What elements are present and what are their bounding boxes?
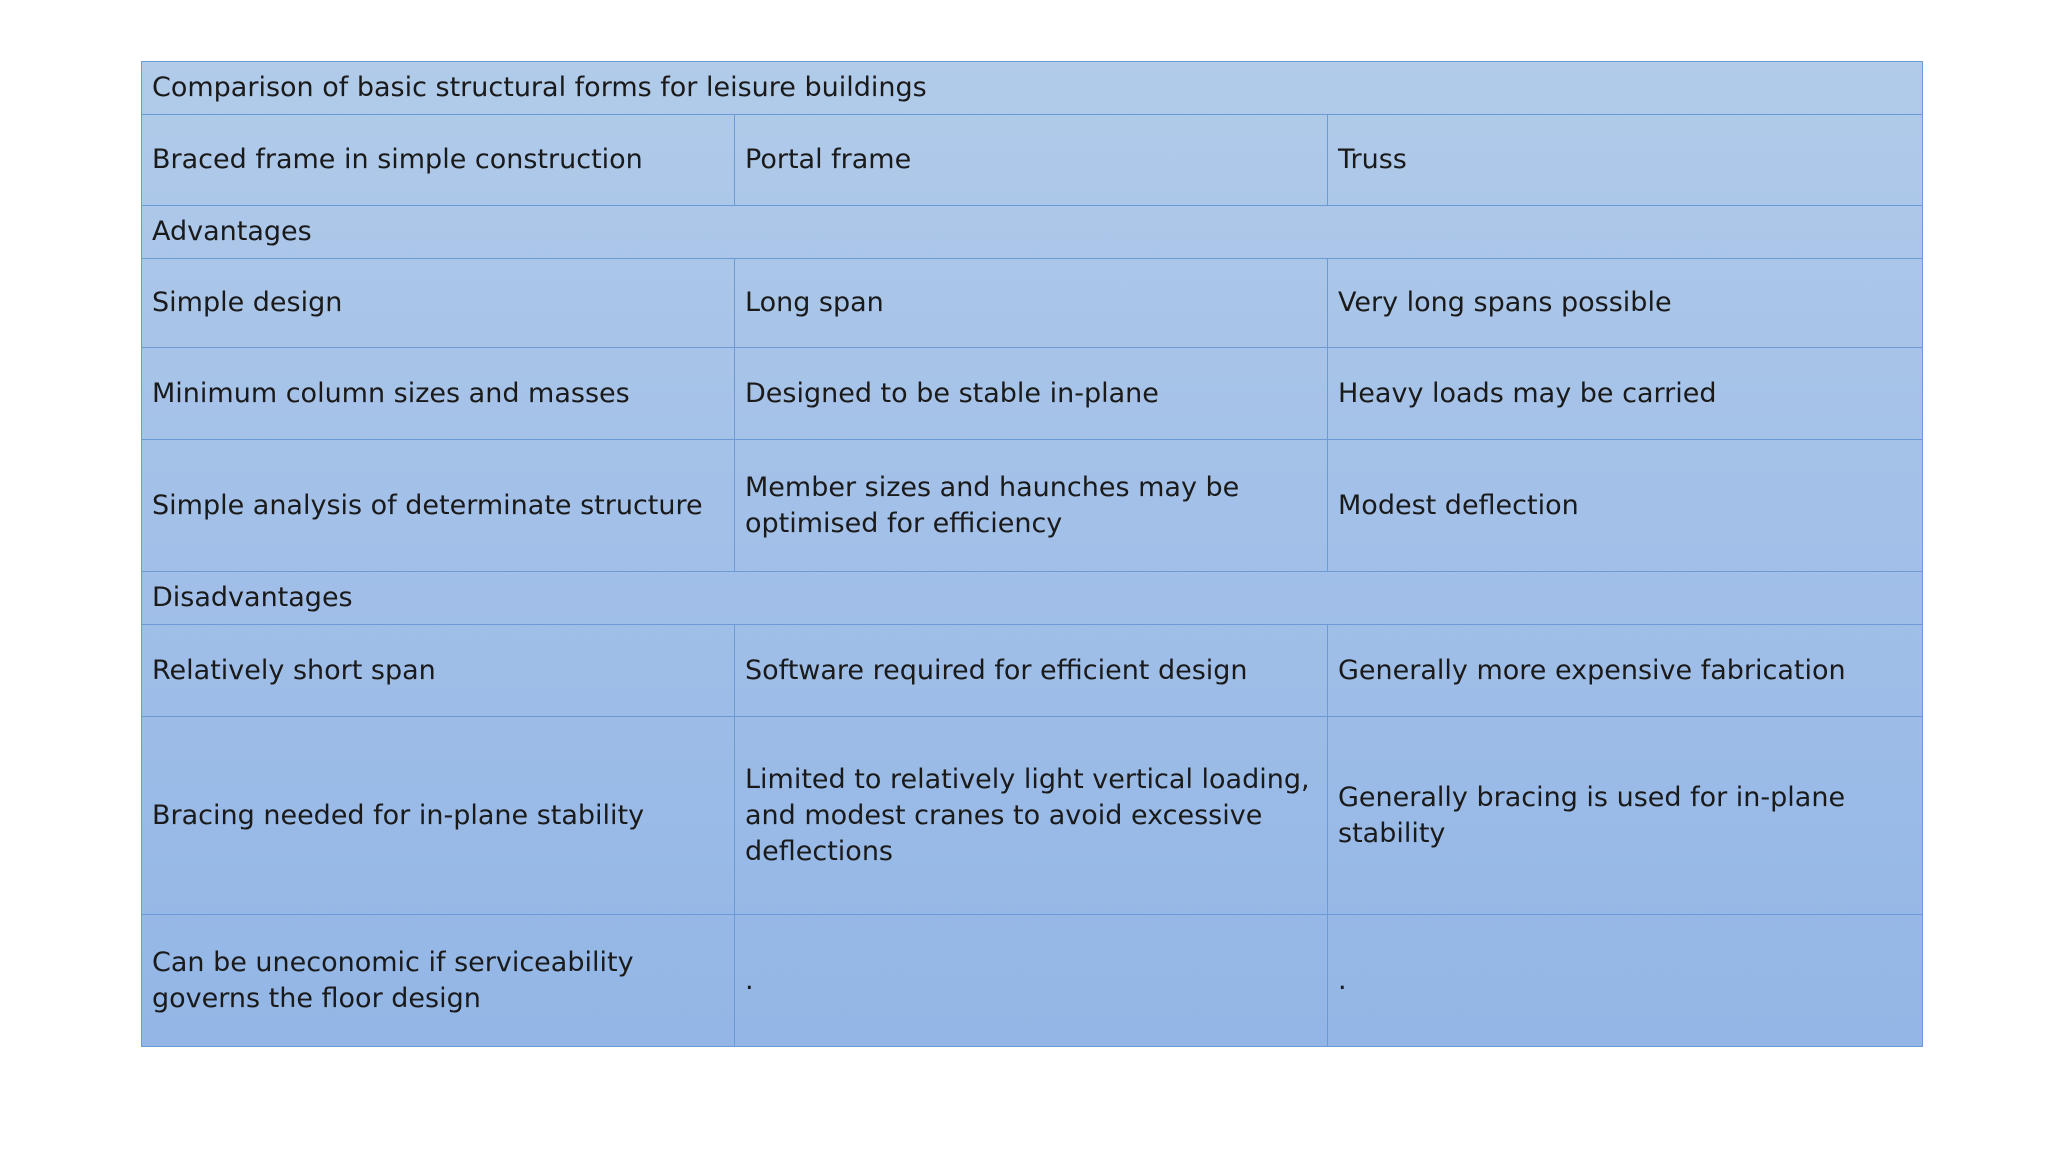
column-header-row [142, 115, 1923, 206]
table-cell: Heavy loads may be carried [1328, 348, 1923, 440]
table-row [142, 440, 1923, 572]
table-row [142, 915, 1923, 1047]
table-cell: Modest deflection [1328, 440, 1923, 572]
table-cell: Member sizes and haunches may be optimised for efficiency [735, 440, 1328, 572]
table-row [142, 717, 1923, 915]
table-title: Comparison of basic structural forms for leisure buildings [142, 62, 1923, 115]
column-header-braced-frame: Braced frame in simple construction [142, 115, 735, 206]
table-title-row [142, 62, 1923, 115]
table-cell: Simple design [142, 259, 735, 348]
table-cell: Long span [735, 259, 1328, 348]
advantages-section-row [142, 206, 1923, 259]
table-cell: Limited to relatively light vertical loading, and modest cranes to avoid excessive deflections [735, 717, 1328, 915]
table-cell: Simple analysis of determinate structure [142, 440, 735, 572]
table-cell: Bracing needed for in-plane stability [142, 717, 735, 915]
comparison-table [141, 61, 1923, 1047]
table-row [142, 348, 1923, 440]
column-header-truss: Truss [1328, 115, 1923, 206]
advantages-section-label: Advantages [142, 206, 1923, 259]
table-cell: Generally more expensive fabrication [1328, 625, 1923, 717]
table-cell: Generally bracing is used for in-plane stability [1328, 717, 1923, 915]
table-cell: Minimum column sizes and masses [142, 348, 735, 440]
table-cell: Relatively short span [142, 625, 735, 717]
column-header-portal-frame: Portal frame [735, 115, 1328, 206]
table-row [142, 625, 1923, 717]
table-cell: . [735, 915, 1328, 1047]
table-cell: . [1328, 915, 1923, 1047]
table-cell: Designed to be stable in-plane [735, 348, 1328, 440]
table-cell: Can be uneconomic if serviceability governs the floor design [142, 915, 735, 1047]
table-cell: Software required for efficient design [735, 625, 1328, 717]
disadvantages-section-row [142, 572, 1923, 625]
table-cell: Very long spans possible [1328, 259, 1923, 348]
disadvantages-section-label: Disadvantages [142, 572, 1923, 625]
table-row [142, 259, 1923, 348]
